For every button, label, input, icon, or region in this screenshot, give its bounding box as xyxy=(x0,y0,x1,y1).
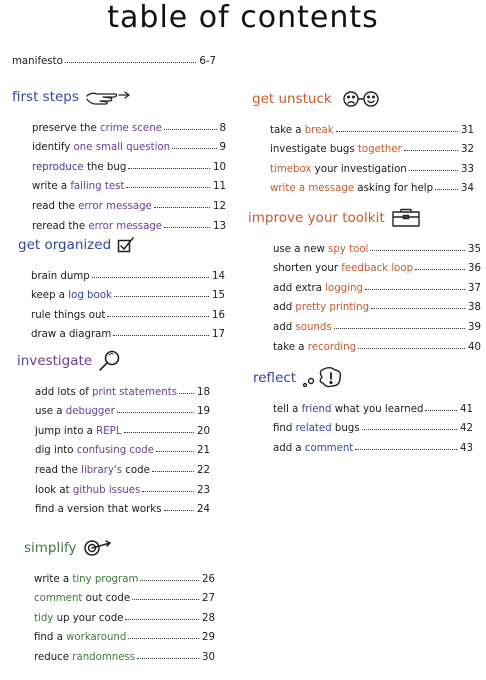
toc-entry[interactable] xyxy=(32,173,226,193)
dot-leader xyxy=(371,308,465,309)
dot-leader xyxy=(435,189,458,190)
toc-entry[interactable] xyxy=(32,114,226,134)
entry-label xyxy=(270,183,433,194)
dot-leader xyxy=(358,348,465,349)
page-number: 23 xyxy=(197,484,210,496)
label-text: tell a xyxy=(273,403,302,415)
toc-entry[interactable] xyxy=(270,116,474,136)
label-text: reread the xyxy=(32,220,89,232)
page-number: 11 xyxy=(213,181,226,193)
label-text: brain dump xyxy=(31,270,90,282)
page-number: 20 xyxy=(197,425,210,437)
entry-label xyxy=(31,329,111,340)
highlighted-term: write a message xyxy=(270,183,355,195)
entry-label xyxy=(273,322,332,333)
dot-leader xyxy=(137,658,199,659)
entry-label xyxy=(35,504,162,515)
toc-entry[interactable] xyxy=(273,333,481,353)
section-title: investigate xyxy=(17,353,93,369)
entry-label xyxy=(34,652,135,663)
toc-entry[interactable] xyxy=(273,395,473,415)
highlighted-term: friend xyxy=(301,403,332,415)
toc-entry[interactable] xyxy=(273,294,481,314)
page-number: 32 xyxy=(461,144,474,156)
entry-label xyxy=(273,302,369,313)
page-number: 37 xyxy=(468,282,481,294)
toc-entry[interactable] xyxy=(31,321,225,341)
label-text: find a xyxy=(34,632,67,644)
section-improve-your-toolkit xyxy=(248,207,481,353)
magnifying-glass-icon xyxy=(98,350,122,372)
entry-label xyxy=(31,290,112,301)
label-text: read the xyxy=(35,464,82,476)
toc-entry[interactable] xyxy=(35,437,210,457)
toc-entry[interactable] xyxy=(35,476,210,496)
thought-bubble-icon xyxy=(302,367,344,389)
highlighted-term: logging xyxy=(325,282,363,294)
dot-leader xyxy=(125,619,199,620)
label-text: dig into xyxy=(35,445,77,457)
toc-entry[interactable] xyxy=(35,496,210,516)
label-text: rule things out xyxy=(31,309,106,321)
highlighted-term: comment xyxy=(34,593,83,605)
highlighted-term: timebox xyxy=(270,163,312,175)
entry-label xyxy=(35,445,154,456)
pointing-hand-icon xyxy=(85,89,135,105)
entry-label xyxy=(273,423,360,434)
page-number: 24 xyxy=(197,504,210,516)
highlighted-term: recording xyxy=(307,341,357,353)
page-number: 12 xyxy=(213,200,226,212)
highlighted-term: related xyxy=(295,423,332,435)
page-number: 41 xyxy=(460,403,473,415)
page-number: 16 xyxy=(212,309,225,321)
toc-entry[interactable] xyxy=(34,565,215,585)
label-text: what you learned xyxy=(331,403,424,415)
entry-label xyxy=(35,465,150,476)
dot-leader xyxy=(113,335,209,336)
toc-entry[interactable] xyxy=(35,378,210,398)
page-number: 18 xyxy=(197,386,210,398)
page-number: 6-7 xyxy=(199,55,216,67)
toolbox-icon xyxy=(391,208,421,228)
toc-entry[interactable] xyxy=(35,456,210,476)
section-get-organized xyxy=(18,234,225,340)
entry-label xyxy=(32,181,124,192)
highlighted-term: reproduce xyxy=(32,161,84,173)
label-text: add xyxy=(273,321,296,333)
entry-label xyxy=(273,342,356,353)
page-number: 8 xyxy=(219,122,226,134)
label-text: add lots of xyxy=(35,386,93,398)
dot-leader xyxy=(409,170,458,171)
toc-entry[interactable] xyxy=(35,417,210,437)
entry-label xyxy=(32,123,162,134)
label-text: investigate bugs xyxy=(270,144,358,156)
dot-leader xyxy=(132,599,199,600)
entry-label xyxy=(34,593,130,604)
label-text: your investigation xyxy=(311,163,407,175)
label-text: add extra xyxy=(273,282,326,294)
label-text: add xyxy=(273,302,296,314)
highlighted-term: tiny program xyxy=(72,573,139,585)
label-text: reduce xyxy=(34,651,73,663)
label-text: use a new xyxy=(273,243,329,255)
highlighted-term: confusing code xyxy=(76,445,154,457)
toc-entry[interactable] xyxy=(273,235,481,255)
toc-entry[interactable] xyxy=(31,301,225,321)
page-number: 43 xyxy=(460,442,473,454)
label-text: out code xyxy=(82,593,131,605)
dot-leader xyxy=(415,269,465,270)
dot-leader xyxy=(107,316,209,317)
page-number: 13 xyxy=(213,220,226,232)
toc-entry[interactable] xyxy=(32,153,226,173)
highlighted-term: pretty printing xyxy=(295,302,370,314)
page-number: 30 xyxy=(202,651,215,663)
label-text: find xyxy=(273,423,296,435)
entry-label xyxy=(273,404,423,415)
toc-entry[interactable] xyxy=(34,643,215,663)
label-text: shorten your xyxy=(273,263,342,275)
highlighted-term: tidy xyxy=(34,612,54,624)
entry-label xyxy=(31,310,105,321)
highlighted-term: log book xyxy=(68,290,112,302)
label-text: look at xyxy=(35,484,73,496)
label-text: identify xyxy=(32,142,74,154)
faces-icon xyxy=(342,90,380,108)
section-title: get unstuck xyxy=(252,91,332,107)
toc-entry[interactable] xyxy=(273,255,481,275)
highlighted-term: REPL xyxy=(96,425,122,437)
section-title: first steps xyxy=(12,89,79,105)
entry-label xyxy=(34,613,123,624)
page-number: 27 xyxy=(202,593,215,605)
label-text: bugs xyxy=(331,423,360,435)
label-text: code xyxy=(122,464,150,476)
highlighted-term: github issues xyxy=(72,484,141,496)
dot-leader xyxy=(179,393,194,394)
dot-leader xyxy=(355,449,457,450)
page-title: table of contents xyxy=(107,0,379,35)
page-number: 10 xyxy=(213,161,226,173)
section-title: get organized xyxy=(18,237,112,253)
highlighted-term: feedback loop xyxy=(341,263,414,275)
toc-entry[interactable] xyxy=(31,282,225,302)
dot-leader xyxy=(425,410,457,411)
label-text: asking for help xyxy=(354,183,434,195)
highlighted-term: failing test xyxy=(70,181,125,193)
page-number: 15 xyxy=(212,290,225,302)
target-arrow-icon xyxy=(83,539,113,557)
label-text: read the xyxy=(32,200,79,212)
dot-leader xyxy=(365,289,465,290)
entry-label xyxy=(35,485,140,496)
section-reflect xyxy=(253,367,473,454)
toc-entry[interactable] xyxy=(34,624,215,644)
page-number: 21 xyxy=(197,445,210,457)
highlighted-term: break xyxy=(304,124,334,136)
toc-entry[interactable] xyxy=(35,398,210,418)
entry-label xyxy=(34,574,138,585)
entry-label xyxy=(32,221,162,232)
dot-leader xyxy=(156,451,194,452)
checkbox-icon xyxy=(117,237,135,253)
page-number: 22 xyxy=(197,464,210,476)
section-title: simplify xyxy=(24,540,77,556)
toc-entry[interactable] xyxy=(273,274,481,294)
highlighted-term: spy tool xyxy=(328,243,369,255)
section-investigate xyxy=(17,350,210,515)
entry-label xyxy=(270,125,334,136)
label-text: write a xyxy=(34,573,73,585)
toc-entry[interactable] xyxy=(273,313,481,333)
toc-entry[interactable] xyxy=(32,134,226,154)
section-title: improve your toolkit xyxy=(248,210,385,226)
page-number: 39 xyxy=(468,321,481,333)
label-text: take a xyxy=(270,124,305,136)
toc-entry[interactable] xyxy=(273,434,473,454)
entry-label xyxy=(32,201,152,212)
toc-entry[interactable] xyxy=(32,192,226,212)
toc-entry[interactable] xyxy=(31,262,225,282)
section-first-steps xyxy=(12,86,226,232)
toc-entry-manifesto[interactable] xyxy=(12,47,216,67)
entry-label xyxy=(273,263,413,274)
highlighted-term: one small question xyxy=(73,142,171,154)
label-text: add a xyxy=(273,442,305,454)
highlighted-term: sounds xyxy=(295,321,332,333)
highlighted-term: workaround xyxy=(66,632,127,644)
entry-label xyxy=(273,443,353,454)
toc-entry[interactable] xyxy=(270,155,474,175)
dot-leader xyxy=(172,148,216,149)
entry-label xyxy=(273,283,363,294)
page-number: 26 xyxy=(202,573,215,585)
page-number: 33 xyxy=(461,163,474,175)
dot-leader xyxy=(404,150,458,151)
entry-label xyxy=(273,244,368,255)
dot-leader xyxy=(164,227,210,228)
toc-entry[interactable] xyxy=(34,585,215,605)
dot-leader xyxy=(362,429,457,430)
label-text: the bug xyxy=(83,161,127,173)
highlighted-term: comment xyxy=(304,442,354,454)
highlighted-term: together xyxy=(357,144,402,156)
label-text: draw a diagram xyxy=(31,329,112,341)
dot-leader xyxy=(92,277,209,278)
entry-label: manifesto xyxy=(12,55,63,67)
dot-leader xyxy=(336,131,458,132)
dot-leader xyxy=(128,638,199,639)
entry-label xyxy=(31,271,90,282)
dot-leader xyxy=(142,491,194,492)
dot-leader xyxy=(164,129,217,130)
entry-label xyxy=(34,632,126,643)
highlighted-term: print statements xyxy=(92,386,178,398)
highlighted-term: library's xyxy=(81,464,123,476)
page-number: 29 xyxy=(202,632,215,644)
entry-label xyxy=(35,426,122,437)
dot-leader xyxy=(140,580,199,581)
toc-entry[interactable] xyxy=(270,175,474,195)
dot-leader xyxy=(114,296,209,297)
page-number: 19 xyxy=(197,406,210,418)
page-number: 38 xyxy=(468,302,481,314)
dot-leader xyxy=(152,471,194,472)
dot-leader xyxy=(124,432,195,433)
section-get-unstuck xyxy=(252,88,474,194)
section-title: reflect xyxy=(253,370,297,386)
label-text: jump into a xyxy=(35,425,97,437)
entry-label xyxy=(35,406,115,417)
page-number: 31 xyxy=(461,124,474,136)
toc-entry[interactable] xyxy=(273,415,473,435)
label-text: find a version that works xyxy=(35,504,162,516)
entry-label xyxy=(270,144,402,155)
page-number: 40 xyxy=(468,341,481,353)
page-number: 14 xyxy=(212,270,225,282)
label-text: up your code xyxy=(53,612,124,624)
dot-leader xyxy=(370,250,465,251)
label-text: write a xyxy=(32,181,71,193)
page-number: 34 xyxy=(461,183,474,195)
label-text: preserve the xyxy=(32,122,100,134)
entry-label xyxy=(270,164,407,175)
highlighted-term: debugger xyxy=(65,406,115,418)
page-number: 35 xyxy=(468,243,481,255)
dot-leader xyxy=(65,62,197,63)
highlighted-term: randomness xyxy=(72,651,136,663)
entry-label xyxy=(35,387,177,398)
page-number: 28 xyxy=(202,612,215,624)
label-text: take a xyxy=(273,341,308,353)
page-number: 36 xyxy=(468,263,481,275)
highlighted-term: error message xyxy=(88,220,163,232)
highlighted-term: error message xyxy=(78,200,152,212)
toc-entry[interactable] xyxy=(34,604,215,624)
highlighted-term: crime scene xyxy=(99,122,162,134)
page-number: 17 xyxy=(212,329,225,341)
toc-entry[interactable] xyxy=(32,212,226,232)
entry-label xyxy=(32,162,126,173)
dot-leader xyxy=(128,168,210,169)
page-number: 42 xyxy=(460,423,473,435)
label-text: keep a xyxy=(31,290,69,302)
dot-leader xyxy=(117,412,194,413)
section-simplify xyxy=(24,537,215,663)
dot-leader xyxy=(334,328,465,329)
entry-label xyxy=(32,142,170,153)
page-number: 9 xyxy=(219,142,226,154)
dot-leader xyxy=(126,187,210,188)
dot-leader xyxy=(164,510,195,511)
label-text: use a xyxy=(35,406,66,418)
toc-entry[interactable] xyxy=(270,136,474,156)
dot-leader xyxy=(154,207,210,208)
